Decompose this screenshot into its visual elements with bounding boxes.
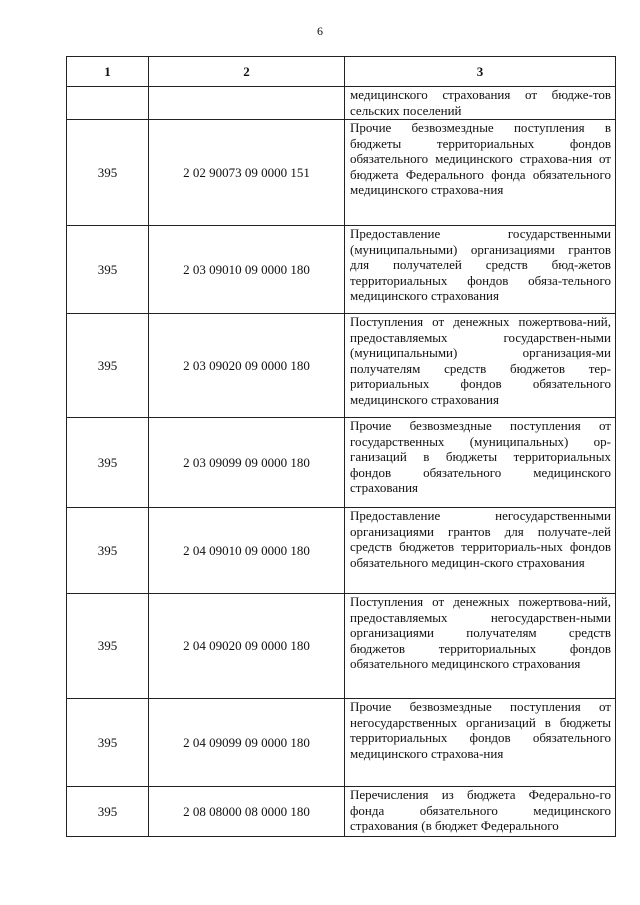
table-row xyxy=(67,226,616,314)
page-number: 6 xyxy=(317,24,323,38)
table-row xyxy=(67,120,616,226)
revenue-code-cell xyxy=(149,87,345,120)
revenue-name-cell: медицинского страхования от бюдже-тов сельских поселений xyxy=(345,87,616,120)
admin-code-cell xyxy=(67,87,149,120)
revenue-code-cell: 2 04 09020 09 0000 180 xyxy=(149,594,345,699)
revenue-code-cell: 2 03 09020 09 0000 180 xyxy=(149,314,345,418)
admin-code-cell: 395 xyxy=(67,418,149,508)
admin-code-cell: 395 xyxy=(67,699,149,787)
revenue-codes-table xyxy=(66,56,616,837)
header-col-3: 3 xyxy=(345,57,616,87)
revenue-name-cell: Предоставление негосударственными организациями грантов для получате-лей средств бюджетов территориаль-ных фондов обязательного медицин-ского страхования xyxy=(345,508,616,594)
revenue-code-cell: 2 08 08000 08 0000 180 xyxy=(149,787,345,837)
revenue-code-cell: 2 04 09099 09 0000 180 xyxy=(149,699,345,787)
table-row xyxy=(67,594,616,699)
revenue-code-cell: 2 03 09099 09 0000 180 xyxy=(149,418,345,508)
table-row xyxy=(67,787,616,837)
revenue-name-cell: Прочие безвозмездные поступления в бюджеты территориальных фондов обязательного медицинского страхова-ния от бюджета Федерального фонда обязательного медицинского страхова-ния xyxy=(345,120,616,226)
revenue-name-cell: Предоставление государственными (муниципальными) организациями грантов для получателей средств бюд-жетов территориальных фондов обяза-тельного медицинского страхования xyxy=(345,226,616,314)
table-row xyxy=(67,418,616,508)
table-header-row xyxy=(67,57,616,87)
table-row xyxy=(67,87,616,120)
revenue-code-cell: 2 02 90073 09 0000 151 xyxy=(149,120,345,226)
header-col-1: 1 xyxy=(67,57,149,87)
revenue-name-cell: Прочие безвозмездные поступления от государственных (муниципальных) ор-ганизаций в бюджеты территориальных фондов обязательного медицинского страхования xyxy=(345,418,616,508)
revenue-name-cell: Прочие безвозмездные поступления от негосударственных организаций в бюджеты территориальных фондов обязательного медицинского страхова-ния xyxy=(345,699,616,787)
revenue-code-cell: 2 03 09010 09 0000 180 xyxy=(149,226,345,314)
revenue-name-cell: Перечисления из бюджета Федерально-го фонда обязательного медицинского страхования (в бюджет Федерального xyxy=(345,787,616,837)
revenue-name-cell: Поступления от денежных пожертвова-ний, предоставляемых негосударствен-ными организациями получателям средств бюджетов территориальных фондов обязательного медицинского страхования xyxy=(345,594,616,699)
table-row xyxy=(67,508,616,594)
revenue-name-cell: Поступления от денежных пожертвова-ний, предоставляемых государствен-ными (муниципальными) организация-ми получателям средств бюджетов тер-риториальных фондов обязательного медицинского страхования xyxy=(345,314,616,418)
header-col-2: 2 xyxy=(149,57,345,87)
admin-code-cell: 395 xyxy=(67,787,149,837)
admin-code-cell: 395 xyxy=(67,120,149,226)
revenue-code-cell: 2 04 09010 09 0000 180 xyxy=(149,508,345,594)
admin-code-cell: 395 xyxy=(67,508,149,594)
table-row xyxy=(67,699,616,787)
admin-code-cell: 395 xyxy=(67,226,149,314)
admin-code-cell: 395 xyxy=(67,594,149,699)
table-row xyxy=(67,314,616,418)
admin-code-cell: 395 xyxy=(67,314,149,418)
